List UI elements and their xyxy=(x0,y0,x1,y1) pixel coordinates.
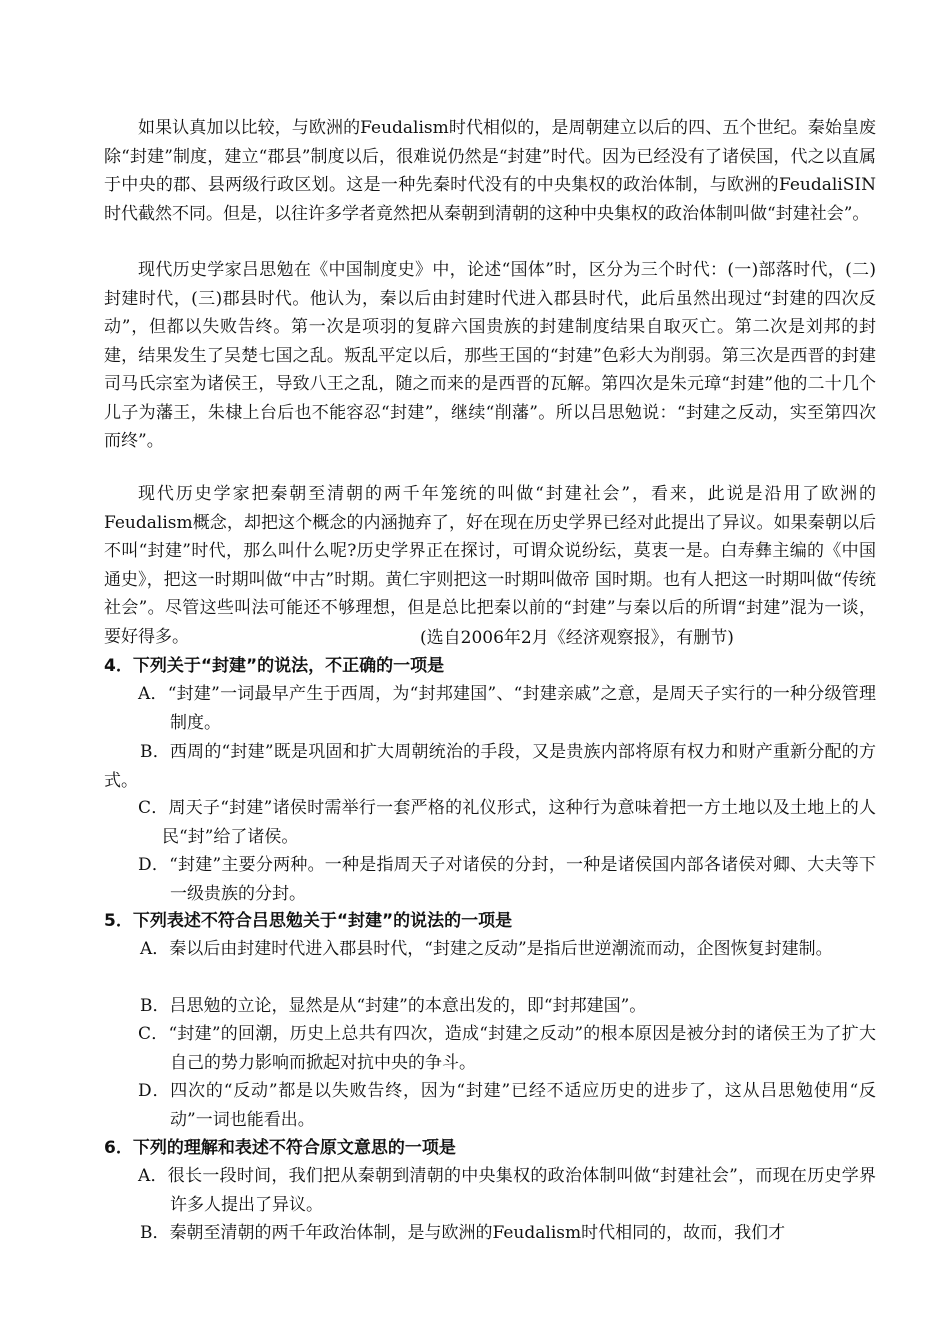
question-4-option-c: C．周天子“封建”诸侯时需举行一套严格的礼仪形式，这种行为意味着把一方土地以及土地上的人民“封”给了诸侯。 xyxy=(138,798,876,847)
question-4-option-b: B．西周的“封建”既是巩固和扩大周朝统治的手段，又是贵族内部将原有权力和财产重新分配的方式。 xyxy=(104,742,876,791)
question-5-option-a: A．秦以后由封建时代进入郡县时代，“封建之反动”是指后世逆潮流而动，企图恢复封建制。 xyxy=(140,939,833,959)
source-citation: (选自2006年2月《经济观察报》，有删节) xyxy=(420,628,734,648)
passage-paragraph-1: 如果认真加以比较，与欧洲的Feudalism时代相似的，是周朝建立以后的四、五个世纪。秦始皇废除“封建”制度，建立“郡县”制度以后，很难说仍然是“封建”时代。因为已经没有了诸侯国，代之以直属于中央的郡、县两级行政区划。这是一种先秦时代没有的中央集权的政治体制，与欧洲的FeudaliSIN时代截然不同。但是，以往许多学者竟然把从秦朝到清朝的这种中央集权的政治体制叫做“封建社会”。 xyxy=(104,118,876,224)
question-6-option-b: B．秦朝至清朝的两千年政治体制，是与欧洲的Feudalism时代相同的，故而，我们才 xyxy=(140,1223,786,1243)
question-5-option-b: B．吕思勉的立论，显然是从“封建”的本意出发的，即“封邦建国”。 xyxy=(140,996,647,1016)
question-4-option-d: D．“封建”主要分两种。一种是指周天子对诸侯的分封，一种是诸侯国内部各诸侯对卿、大夫等下一级贵族的分封。 xyxy=(138,855,876,904)
question-5-option-c: C．“封建”的回潮，历史上总共有四次，造成“封建之反动”的根本原因是被分封的诸侯王为了扩大自己的势力影响而掀起对抗中央的争斗。 xyxy=(138,1024,876,1073)
question-4-stem: 4．下列关于“封建”的说法，不正确的一项是 xyxy=(104,656,445,676)
question-6-option-a: A．很长一段时间，我们把从秦朝到清朝的中央集权的政治体制叫做“封建社会”，而现在历史学界许多人提出了异议。 xyxy=(138,1166,876,1215)
question-4-option-a: A．“封建”一词最早产生于西周，为“封邦建国”、“封建亲戚”之意，是周天子实行的一种分级管理制度。 xyxy=(138,684,876,733)
question-5-option-d: D．四次的“反动”都是以失败告终，因为“封建”已经不适应历史的进步了，这从吕思勉使用“反动”一词也能看出。 xyxy=(138,1081,876,1130)
passage-paragraph-3: 现代历史学家把秦朝至清朝的两千年笼统的叫做“封建社会”，看来，此说是沿用了欧洲的Feudalism概念，却把这个概念的内涵抛弃了，好在现在历史学界已经对此提出了异议。如果秦朝以后不叫“封建”时代，那么叫什么呢?历史学界正在探讨，可谓众说纷纭，莫衷一是。白寿彝主编的《中国通史》，把这一时期叫做“中古”时期。黄仁宇则把这一时期叫做帝 国时期。也有人把这一时期叫做“传统社会”。尽管这些叫法可能还不够理想，但是总比把秦以前的“封建”与秦以后的所谓“封建”混为一谈，要好得多。 xyxy=(104,484,876,647)
question-5-stem: 5．下列表述不符合吕思勉关于“封建”的说法的一项是 xyxy=(104,911,513,931)
question-6-stem: 6．下列的理解和表述不符合原文意思的一项是 xyxy=(104,1138,456,1158)
passage-paragraph-2: 现代历史学家吕思勉在《中国制度史》中，论述“国体”时，区分为三个时代：(一)部落时代，(二)封建时代，(三)郡县时代。他认为，秦以后由封建时代进入郡县时代，此后虽然出现过“封建的四次反动”，但都以失败告终。第一次是项羽的复辟六国贵族的封建制度结果自取灭亡。第二次是刘邦的封建，结果发生了吴楚七国之乱。叛乱平定以后，那些王国的“封建”色彩大为削弱。第三次是西晋的封建司马氏宗室为诸侯王，导致八王之乱，随之而来的是西晋的瓦解。第四次是朱元璋“封建”他的二十几个儿子为藩王，朱棣上台后也不能容忍“封建”，继续“削藩”。所以吕思勉说：“封建之反动，实至第四次而终”。 xyxy=(104,260,876,451)
